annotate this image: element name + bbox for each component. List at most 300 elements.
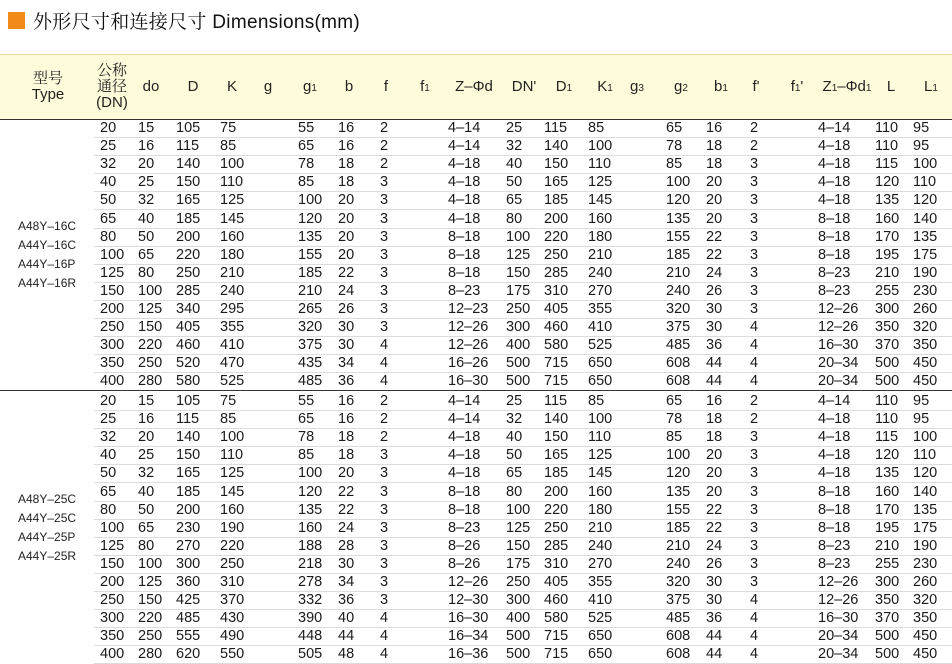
table-cell: 4–14	[448, 393, 481, 409]
bullet-square-icon	[8, 12, 25, 29]
table-cell: 500	[506, 628, 531, 645]
table-cell: 50	[138, 228, 155, 245]
table-cell: 18	[706, 429, 723, 446]
table-cell: 185	[666, 246, 691, 263]
table-cell: 30	[338, 555, 355, 572]
table-cell: 220	[138, 337, 163, 354]
header-g-text: g	[263, 78, 273, 95]
table-cell: 200	[100, 301, 125, 317]
table-cell: 210	[220, 264, 245, 281]
table-cell: 32	[138, 465, 155, 482]
table-cell: 16–30	[448, 610, 489, 627]
table-cell: 4–18	[448, 465, 481, 482]
table-cell: 65	[100, 483, 117, 500]
table-cell: 20	[100, 393, 117, 409]
table-cell: 20	[706, 174, 723, 191]
table-row	[94, 591, 952, 610]
table-cell: 300	[506, 592, 531, 609]
group-separator	[0, 390, 952, 391]
table-cell: 75	[220, 393, 237, 409]
table-cell: 180	[588, 501, 613, 518]
table-cell: 608	[666, 646, 691, 663]
table-cell: 350	[875, 592, 900, 609]
table-cell: 16–26	[448, 355, 489, 372]
table-cell: 295	[220, 301, 245, 317]
table-row	[94, 246, 952, 265]
table-cell: 16	[706, 120, 723, 136]
table-cell: 24	[706, 537, 723, 554]
header-g3-subscript: 3	[638, 83, 644, 94]
table-cell: 150	[100, 282, 125, 299]
table-cell: 100	[913, 156, 938, 173]
table-cell: 160	[220, 228, 245, 245]
table-cell: 180	[220, 246, 245, 263]
table-cell: 220	[176, 246, 201, 263]
table-cell: 8–23	[818, 537, 851, 554]
table-cell: 485	[298, 373, 323, 390]
table-cell: 270	[588, 555, 613, 572]
header-zd-text: Z–Φd	[455, 78, 493, 95]
table-row	[94, 410, 952, 429]
table-cell: 125	[138, 574, 163, 590]
table-cell: 550	[220, 646, 245, 663]
table-cell: 2	[380, 120, 389, 136]
table-cell: 250	[176, 264, 201, 281]
table-cell: 32	[138, 192, 155, 209]
table-cell: 8–23	[818, 264, 851, 281]
table-cell: 26	[706, 555, 723, 572]
type-label: A48Y–25C	[18, 491, 77, 506]
header-g2	[666, 55, 696, 119]
table-cell: 22	[338, 483, 355, 500]
table-row	[94, 155, 952, 174]
table-row	[94, 464, 952, 483]
header-type	[16, 55, 80, 119]
table-cell: 110	[875, 393, 899, 409]
table-cell: 490	[220, 628, 245, 645]
table-cell: 8–18	[448, 264, 481, 281]
table-cell: 65	[298, 138, 315, 155]
table-row	[94, 228, 952, 247]
table-cell: 300	[875, 574, 900, 590]
table-cell: 100	[666, 447, 691, 464]
table-cell: 250	[100, 592, 125, 609]
table-cell: 650	[588, 628, 613, 645]
table-cell: 110	[875, 120, 899, 136]
table-row	[94, 573, 952, 592]
table-cell: 50	[506, 447, 523, 464]
table-cell: 78	[666, 411, 683, 428]
table-cell: 2	[380, 429, 389, 446]
section-title-text: 外形尺寸和连接尺寸 Dimensions(mm)	[33, 11, 361, 33]
header-K1-subscript: 1	[607, 83, 613, 94]
table-cell: 4–18	[818, 138, 851, 155]
table-cell: 3	[380, 192, 389, 209]
table-cell: 85	[666, 429, 683, 446]
table-cell: 165	[544, 447, 569, 464]
table-cell: 140	[176, 156, 201, 173]
table-cell: 3	[380, 282, 389, 299]
table-cell: 80	[138, 537, 155, 554]
table-cell: 2	[380, 411, 389, 428]
table-cell: 150	[138, 592, 163, 609]
table-cell: 3	[750, 174, 759, 191]
table-cell: 36	[338, 592, 355, 609]
table-cell: 34	[338, 574, 355, 590]
table-row	[94, 300, 952, 319]
table-cell: 140	[544, 138, 569, 155]
table-cell: 210	[666, 264, 691, 281]
table-cell: 4	[750, 373, 759, 390]
table-cell: 145	[220, 483, 245, 500]
table-cell: 4	[380, 373, 389, 390]
table-row	[94, 354, 952, 373]
table-cell: 145	[220, 210, 245, 227]
header-f1-subscript: 1	[424, 83, 430, 94]
table-cell: 190	[220, 519, 245, 536]
table-cell: 220	[138, 610, 163, 627]
table-cell: 40	[506, 156, 523, 173]
table-cell: 160	[875, 483, 900, 500]
table-cell: 500	[506, 373, 531, 390]
table-cell: 485	[176, 610, 201, 627]
table-header	[0, 54, 952, 120]
table-cell: 355	[588, 574, 613, 590]
table-cell: 100	[588, 411, 613, 428]
table-cell: 300	[100, 337, 125, 354]
table-cell: 3	[750, 483, 759, 500]
header-dn-line: (DN)	[96, 94, 128, 111]
table-cell: 100	[913, 429, 938, 446]
table-cell: 300	[100, 610, 125, 627]
table-cell: 375	[666, 319, 691, 336]
table-cell: 650	[588, 646, 613, 663]
header-f1	[415, 55, 435, 119]
table-cell: 190	[913, 264, 938, 281]
table-cell: 80	[100, 501, 117, 518]
table-cell: 355	[220, 319, 245, 336]
table-cell: 18	[338, 429, 355, 446]
table-cell: 16–34	[448, 628, 489, 645]
table-row	[94, 264, 952, 283]
table-cell: 8–18	[818, 246, 851, 263]
table-cell: 185	[666, 519, 691, 536]
header-dn	[94, 55, 130, 119]
table-cell: 310	[544, 555, 569, 572]
table-cell: 115	[875, 156, 899, 173]
table-cell: 320	[913, 319, 938, 336]
table-cell: 285	[544, 264, 569, 281]
table-cell: 500	[506, 355, 531, 372]
table-cell: 16–36	[448, 646, 489, 663]
table-cell: 16	[338, 411, 355, 428]
table-cell: 185	[298, 264, 323, 281]
table-row	[94, 318, 952, 337]
table-cell: 240	[588, 537, 613, 554]
table-cell: 16–30	[448, 373, 489, 390]
table-cell: 160	[588, 210, 613, 227]
table-cell: 44	[338, 628, 355, 645]
table-row	[94, 483, 952, 502]
table-cell: 55	[298, 120, 315, 136]
table-cell: 715	[544, 646, 569, 663]
table-cell: 410	[588, 592, 613, 609]
header-b	[338, 55, 360, 119]
table-cell: 650	[588, 373, 613, 390]
table-cell: 125	[138, 301, 163, 317]
table-cell: 4	[380, 337, 389, 354]
table-cell: 150	[544, 156, 569, 173]
table-cell: 32	[100, 156, 117, 173]
table-cell: 3	[380, 228, 389, 245]
table-cell: 50	[506, 174, 523, 191]
table-cell: 4–18	[448, 156, 481, 173]
table-cell: 65	[298, 411, 315, 428]
table-cell: 3	[380, 246, 389, 263]
table-cell: 160	[588, 483, 613, 500]
table-row	[94, 282, 952, 301]
header-L-text: L	[886, 78, 896, 95]
table-cell: 85	[220, 411, 237, 428]
table-cell: 485	[666, 337, 691, 354]
table-cell: 4	[380, 355, 389, 372]
header-b1	[706, 55, 736, 119]
table-cell: 230	[913, 282, 938, 299]
table-cell: 460	[176, 337, 201, 354]
table-cell: 200	[100, 574, 125, 590]
table-cell: 500	[875, 355, 900, 372]
table-cell: 65	[666, 120, 683, 136]
table-cell: 4–18	[818, 156, 851, 173]
table-cell: 20	[338, 192, 355, 209]
table-cell: 8–18	[448, 228, 481, 245]
table-cell: 3	[750, 555, 759, 572]
table-cell: 105	[176, 120, 201, 136]
table-cell: 30	[338, 337, 355, 354]
table-cell: 4	[380, 628, 389, 645]
table-cell: 12–26	[818, 574, 859, 590]
table-cell: 460	[544, 319, 569, 336]
table-cell: 3	[380, 447, 389, 464]
header-f1p-text: f	[790, 78, 795, 95]
table-cell: 140	[176, 429, 201, 446]
header-zd	[448, 55, 500, 119]
table-cell: 150	[176, 447, 201, 464]
type-group-labels	[18, 217, 76, 293]
table-cell: 185	[544, 465, 569, 482]
table-cell: 240	[666, 282, 691, 299]
table-row	[94, 119, 952, 138]
table-cell: 120	[875, 174, 900, 191]
header-g3-text: g	[630, 78, 639, 95]
table-cell: 115	[176, 138, 200, 155]
table-cell: 175	[913, 246, 938, 263]
table-cell: 608	[666, 355, 691, 372]
table-cell: 50	[138, 501, 155, 518]
table-cell: 110	[913, 447, 937, 464]
table-cell: 120	[666, 192, 691, 209]
table-cell: 4–18	[818, 465, 851, 482]
table-cell: 100	[298, 192, 323, 209]
table-cell: 400	[100, 373, 125, 390]
header-do-text: do	[142, 78, 160, 95]
table-cell: 100	[220, 429, 245, 446]
table-cell: 4–18	[448, 174, 481, 191]
table-cell: 390	[298, 610, 323, 627]
table-cell: 3	[380, 483, 389, 500]
table-cell: 260	[913, 301, 938, 317]
table-cell: 18	[706, 411, 723, 428]
table-cell: 8–18	[818, 501, 851, 518]
table-cell: 250	[506, 574, 531, 590]
table-row	[94, 372, 952, 391]
table-cell: 500	[875, 646, 900, 663]
table-cell: 100	[588, 138, 613, 155]
table-cell: 40	[338, 610, 355, 627]
header-type-line: 型号	[32, 70, 63, 87]
header-dn-line: 通径	[96, 78, 127, 95]
table-cell: 2	[750, 393, 759, 409]
table-cell: 65	[506, 192, 523, 209]
header-L1-text: L	[924, 78, 933, 95]
table-cell: 3	[380, 501, 389, 518]
table-cell: 155	[666, 501, 691, 518]
table-cell: 170	[875, 228, 900, 245]
table-cell: 310	[220, 574, 245, 590]
table-cell: 200	[176, 228, 201, 245]
table-cell: 4–14	[818, 393, 851, 409]
table-cell: 715	[544, 628, 569, 645]
table-cell: 3	[750, 429, 759, 446]
header-L	[880, 55, 902, 119]
table-cell: 620	[176, 646, 201, 663]
table-cell: 80	[100, 228, 117, 245]
table-cell: 2	[380, 138, 389, 155]
table-cell: 110	[588, 156, 612, 173]
table-cell: 18	[338, 447, 355, 464]
table-cell: 32	[506, 411, 523, 428]
table-cell: 320	[666, 301, 691, 317]
table-cell: 230	[176, 519, 201, 536]
header-D-text: D	[187, 78, 199, 95]
table-cell: 4–18	[448, 447, 481, 464]
table-cell: 18	[706, 156, 723, 173]
table-cell: 75	[220, 120, 237, 136]
table-cell: 85	[298, 174, 315, 191]
table-cell: 48	[338, 646, 355, 663]
table-cell: 24	[338, 282, 355, 299]
table-cell: 32	[100, 429, 117, 446]
table-cell: 95	[913, 120, 930, 136]
table-cell: 250	[506, 301, 531, 317]
table-cell: 8–26	[448, 537, 481, 554]
table-row	[94, 446, 952, 465]
table-cell: 165	[176, 465, 201, 482]
header-b1-text: b	[714, 78, 723, 95]
table-cell: 370	[875, 337, 900, 354]
table-row	[94, 627, 952, 646]
table-cell: 65	[666, 393, 683, 409]
table-cell: 4	[380, 646, 389, 663]
header-D1-text: D	[555, 78, 567, 95]
table-cell: 78	[298, 429, 315, 446]
table-cell: 95	[913, 393, 930, 409]
table-cell: 110	[220, 447, 244, 464]
table-cell: 460	[544, 592, 569, 609]
table-cell: 450	[913, 628, 938, 645]
table-cell: 170	[875, 501, 900, 518]
table-cell: 4	[750, 355, 759, 372]
header-do	[137, 55, 165, 119]
table-cell: 15	[138, 120, 155, 136]
table-cell: 260	[913, 574, 938, 590]
table-cell: 4–18	[448, 210, 481, 227]
table-cell: 140	[913, 483, 938, 500]
table-cell: 8–18	[818, 228, 851, 245]
table-cell: 175	[913, 519, 938, 536]
header-dn2-text: DN'	[511, 78, 537, 95]
table-cell: 425	[176, 592, 201, 609]
table-cell: 12–30	[448, 592, 489, 609]
table-cell: 120	[298, 210, 323, 227]
table-cell: 270	[588, 282, 613, 299]
table-cell: 20	[706, 210, 723, 227]
table-cell: 8–26	[448, 555, 481, 572]
table-cell: 30	[706, 319, 723, 336]
table-cell: 210	[875, 264, 900, 281]
header-fp-text: f'	[752, 78, 760, 95]
type-label: A44Y–25C	[18, 510, 77, 525]
table-cell: 115	[176, 411, 200, 428]
table-cell: 210	[875, 537, 900, 554]
table-cell: 3	[380, 555, 389, 572]
table-cell: 135	[666, 210, 691, 227]
table-cell: 608	[666, 628, 691, 645]
table-cell: 105	[176, 393, 201, 409]
table-cell: 2	[750, 138, 759, 155]
table-row	[94, 336, 952, 355]
table-row	[94, 519, 952, 538]
table-cell: 580	[176, 373, 201, 390]
table-cell: 160	[220, 501, 245, 518]
table-cell: 3	[380, 519, 389, 536]
table-cell: 320	[298, 319, 323, 336]
table-cell: 3	[750, 519, 759, 536]
header-zd1-text: Z	[822, 78, 832, 95]
table-cell: 25	[506, 393, 523, 409]
table-row	[94, 137, 952, 156]
header-f1p-tail: '	[800, 78, 804, 95]
table-cell: 85	[220, 138, 237, 155]
header-g1-subscript: 1	[311, 83, 317, 94]
table-cell: 240	[220, 282, 245, 299]
type-label: A44Y–25R	[18, 548, 77, 563]
table-cell: 85	[666, 156, 683, 173]
table-cell: 22	[706, 246, 723, 263]
table-cell: 278	[298, 574, 323, 590]
table-cell: 195	[875, 246, 900, 263]
table-cell: 36	[706, 610, 723, 627]
table-cell: 310	[544, 282, 569, 299]
table-cell: 135	[298, 228, 323, 245]
table-cell: 18	[706, 138, 723, 155]
table-cell: 500	[506, 646, 531, 663]
table-cell: 30	[338, 319, 355, 336]
table-cell: 125	[588, 174, 613, 191]
table-cell: 220	[544, 228, 569, 245]
table-cell: 20	[338, 228, 355, 245]
header-zd1-subscript: 1	[831, 83, 838, 94]
